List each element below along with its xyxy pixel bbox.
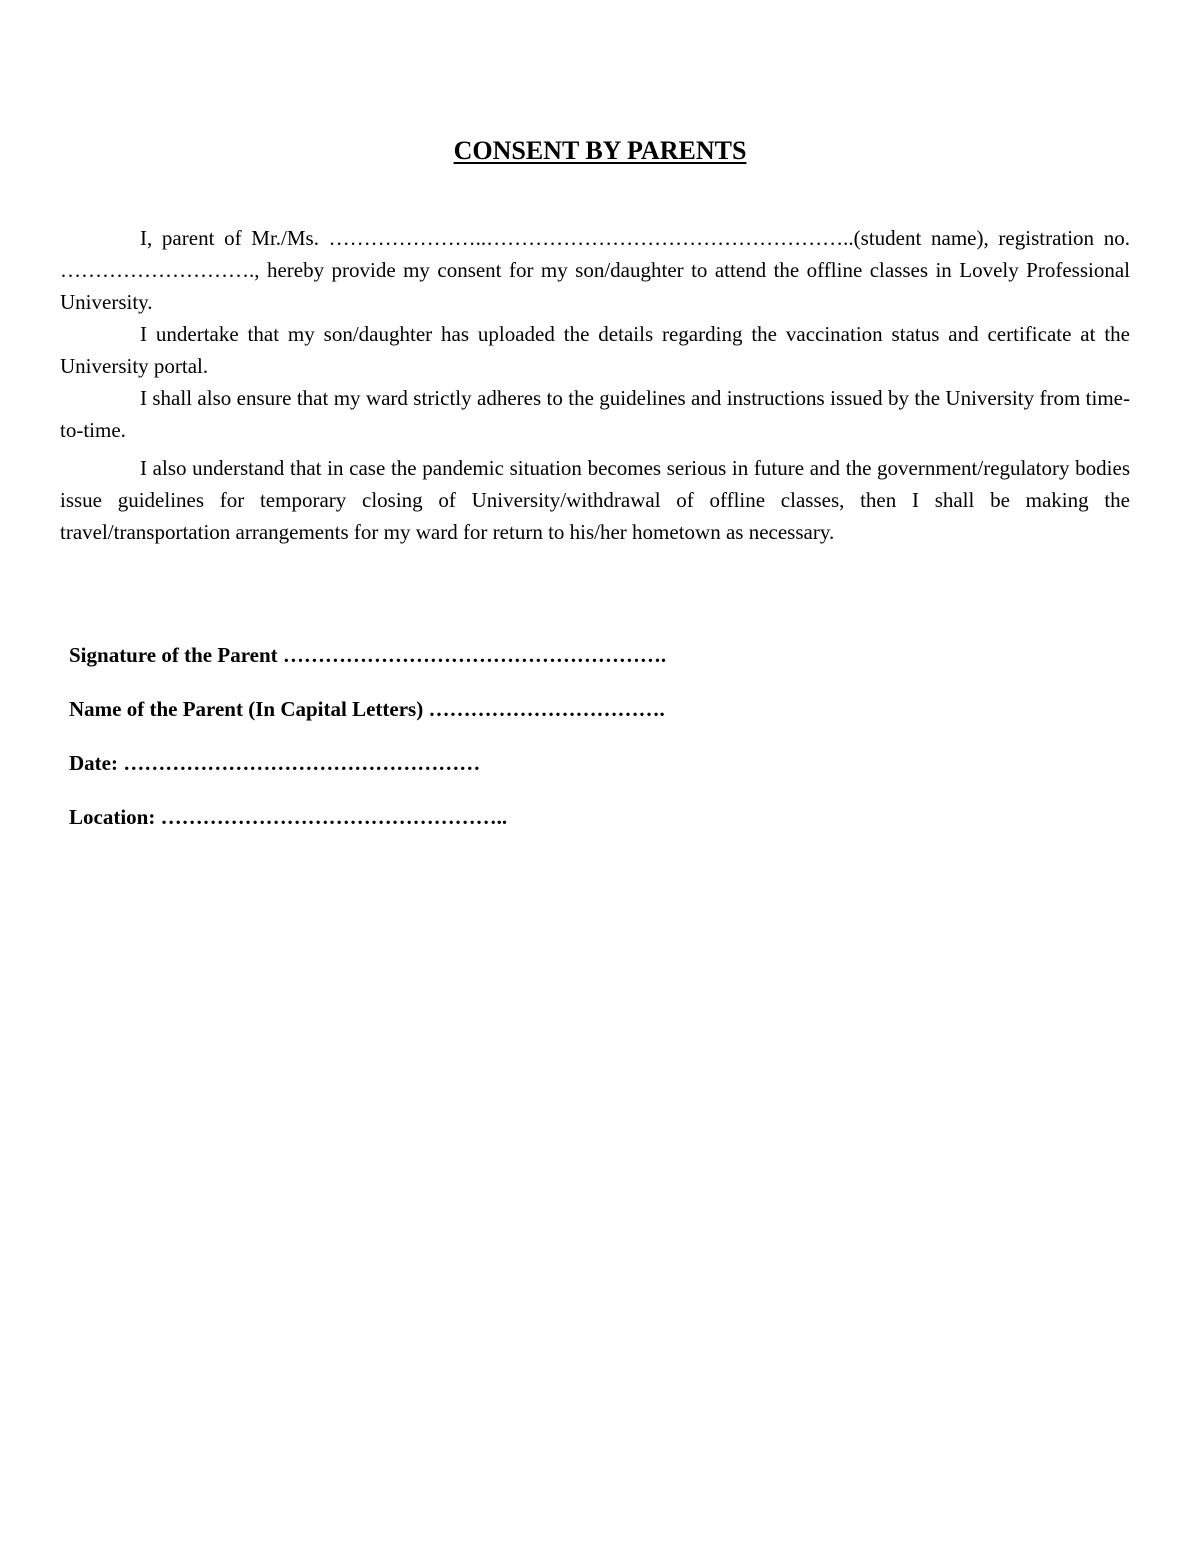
parent-name-field: Name of the Parent (In Capital Letters) ……………………………. bbox=[69, 697, 665, 721]
signature-field: Signature of the Parent ………………………………………………. bbox=[69, 643, 667, 667]
document-title: CONSENT BY PARENTS bbox=[453, 136, 747, 165]
consent-paragraph-vaccination: I undertake that my son/daughter has uploaded the details regarding the vaccination status and certificate at the University portal. bbox=[60, 322, 1130, 378]
consent-paragraph-pandemic: I also understand that in case the pandemic situation becomes serious in future and the government/regulatory bodies issue guidelines for temporary closing of University/withdrawal of offline classes, then I shall be making the travel/transportation arrangements for my ward for return to his/her hometown as necessary. bbox=[60, 456, 1130, 544]
consent-body bbox=[60, 222, 1130, 548]
location-field: Location: ………………………………………….. bbox=[69, 805, 508, 829]
consent-paragraph-student-details: I, parent of Mr./Ms. …………………..……………………………………………..(student name), registration no. ………………………., hereby provide my consent for my son/daughter to attend the offline classes in Lovely Professional University. bbox=[60, 226, 1130, 314]
consent-paragraph-guidelines: I shall also ensure that my ward strictly adheres to the guidelines and instructions issued by the University from time-to-time. bbox=[60, 386, 1130, 442]
signature-fields bbox=[69, 640, 1069, 856]
date-field: Date: …………………………………………… bbox=[69, 751, 481, 775]
